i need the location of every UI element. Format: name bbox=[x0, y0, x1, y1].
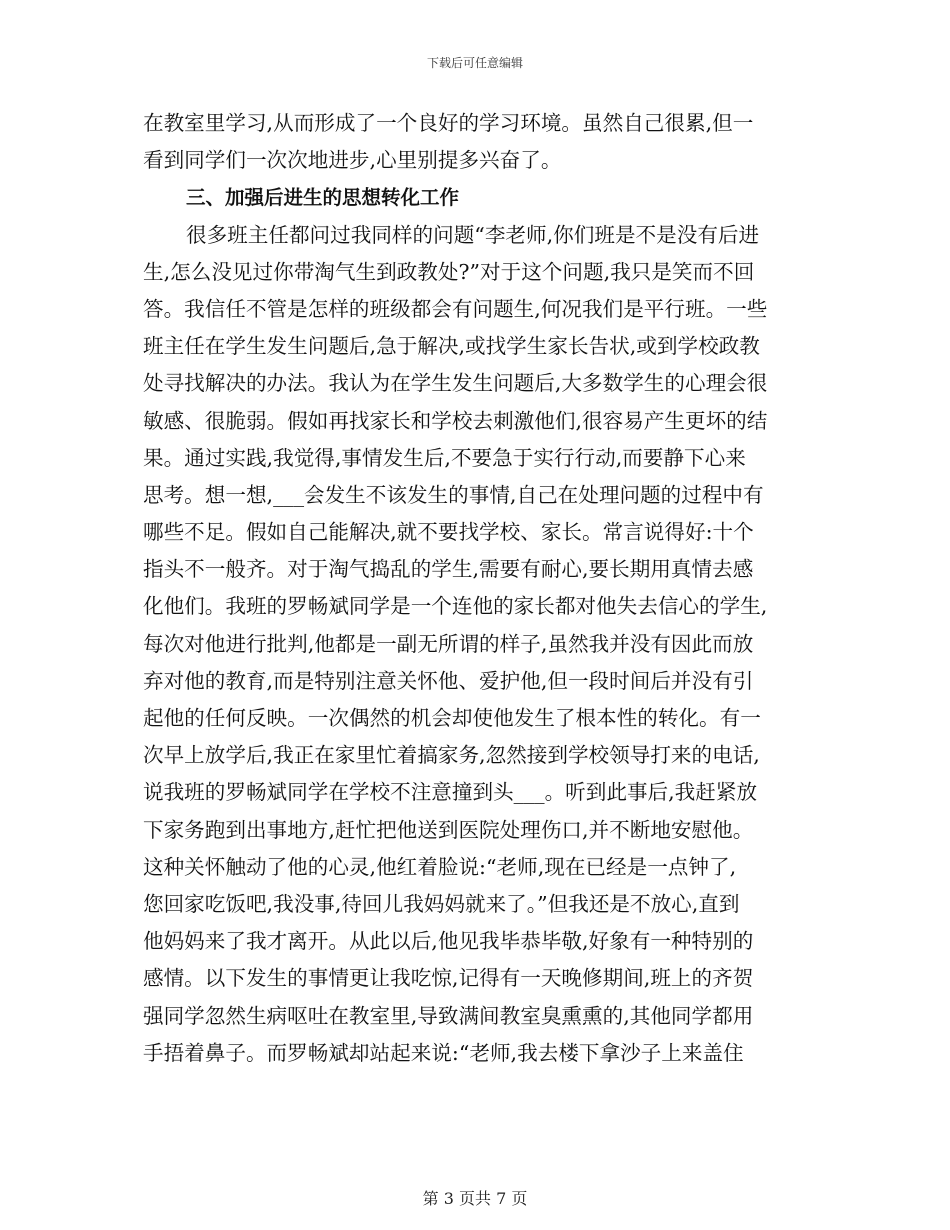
text-line: 化他们。我班的罗畅斌同学是一个连他的家长都对他失去信心的学生, bbox=[143, 594, 768, 619]
text-line: 果。通过实践,我觉得,事情发生后,不要急于实行行动,而要静下心来 bbox=[143, 445, 746, 470]
text-line: 班主任在学生发生问题后,急于解决,或找学生家长告状,或到学校政教 bbox=[143, 334, 760, 359]
text-line: 他妈妈来了我才离开。从此以后,他见我毕恭毕敬,好象有一种特别的 bbox=[143, 929, 754, 954]
text-line: 思考。想一想,___会发生不该发生的事情,自己在处理问题的过程中有 bbox=[143, 482, 764, 507]
text-line: 敏感、很脆弱。假如再找家长和学校去刺激他们,很容易产生更坏的结 bbox=[143, 408, 768, 433]
text-line: 说我班的罗畅斌同学在学校不注意撞到头___。听到此事后,我赶紧放 bbox=[143, 780, 758, 805]
text-line: 弃对他的教育,而是特别注意关怀他、爱护他,但一段时间后并没有引 bbox=[143, 668, 754, 693]
text-line: 强同学忽然生病呕吐在教室里,导致满间教室臭熏熏的,其他同学都用 bbox=[143, 1003, 754, 1028]
text-line: 手捂着鼻子。而罗畅斌却站起来说:“老师,我去楼下拿沙子上来盖住 bbox=[143, 1040, 744, 1065]
page-header: 下载后可任意编辑 bbox=[426, 56, 523, 70]
text-line: 您回家吃饭吧,我没事,待回儿我妈妈就来了。”但我还是不放心,直到 bbox=[143, 891, 740, 916]
text-line: 哪些不足。假如自己能解决,就不要找学校、家长。常言说得好:十个 bbox=[143, 520, 754, 545]
text-line: 感情。以下发生的事情更让我吃惊,记得有一天晚修期间,班上的齐贺 bbox=[143, 966, 754, 991]
paragraph-first-line: 很多班主任都问过我同样的问题“李老师,你们班是不是没有后进 bbox=[186, 222, 760, 247]
page-footer: 第 3 页共 7 页 bbox=[422, 1189, 528, 1208]
text-line: 下家务跑到出事地方,赶忙把他送到医院处理伤口,并不断地安慰他。 bbox=[143, 817, 754, 842]
text-line: 这种关怀触动了他的心灵,他红着脸说:“老师,现在已经是一点钟了, bbox=[143, 854, 737, 879]
text-line: 在教室里学习,从而形成了一个良好的学习环境。虽然自己很累,但一 bbox=[143, 111, 754, 135]
text-line: 起他的任何反映。一次偶然的机会却使他发生了根本性的转化。有一 bbox=[143, 706, 761, 730]
document-body bbox=[143, 105, 808, 1072]
text-line: 处寻找解决的办法。我认为在学生发生问题后,大多数学生的心理会很 bbox=[143, 371, 768, 396]
text-line: 看到同学们一次次地进步,心里别提多兴奋了。 bbox=[143, 148, 562, 173]
section-heading: 三、加强后进生的思想转化工作 bbox=[186, 186, 460, 210]
text-line: 每次对他进行批判,他都是一副无所谓的样子,虽然我并没有因此而放 bbox=[143, 631, 754, 656]
text-line: 答。我信任不管是怎样的班级都会有问题生,何况我们是平行班。一些 bbox=[143, 296, 768, 321]
text-line: 次早上放学后,我正在家里忙着搞家务,忽然接到学校领导打来的电话, bbox=[143, 743, 760, 768]
text-line: 生,怎么没见过你带淘气生到政教处?”对于这个问题,我只是笑而不回 bbox=[143, 259, 755, 284]
text-line: 指头不一般齐。对于淘气捣乱的学生,需要有耐心,要长期用真情去感 bbox=[143, 557, 754, 582]
